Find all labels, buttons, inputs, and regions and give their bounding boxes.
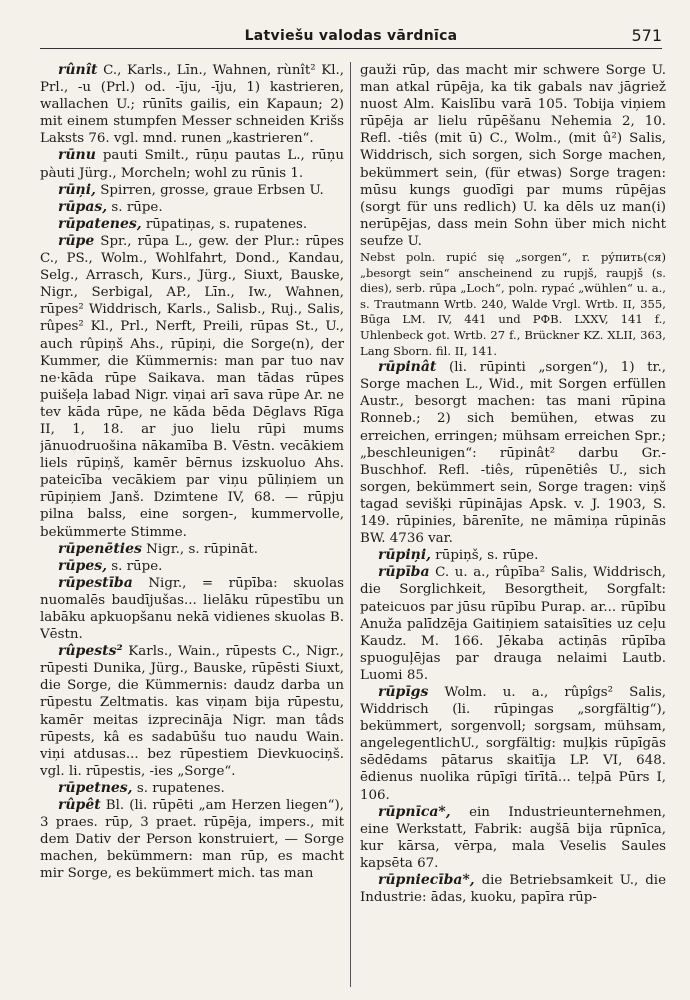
entry-text: Spr., rūpa L., gew. der Plur.: rūpes C., PS., Wolm., Wohlfahrt, Dond., Kandau, Selg., Arrasch, Kurs., Jürg., Siuxt, Bauske, Nigr., Serbigal, AP., Līn., Iw., Wahnen, rūpes² Widdrisch, Karls., Salisb., Ruj., Salis, rûpes² Kl., Prl., Nerft, Preili, rūpas St., U., auch rûpiņš Ahs., rūpiņi, die Sorge(n), der Kummer, die Kümmernis: man par tuo nav ne·kāda rūpe Saikava. man tādas rūpes puišeļa labad Nigr. viņai arī sava rūpe Ar. ne tev kāda rūpe, ne kāda bēda Dēglavs Rīga II, 1, 18. ar juo lielu rūpi mums jānuodruošina nākamība B. Vēstn. vecākiem liels rūpiņš, kamēr bērnus izskuoluo Ahs. pateicība vecākiem par viņu pūliņiem un rūpiņiem Janš. Dzimtene IV, 68. — rūpju pilna balss, eine sorgen-, kummervolle, bekümmerte Stimme.: [40, 233, 344, 540]
column-divider: [350, 62, 351, 987]
page-header: [40, 22, 662, 49]
entry-headword: rūpinât: [378, 359, 437, 376]
entry-headword: rūpetnes,: [58, 779, 133, 796]
entry-headword: rûnît: [58, 62, 98, 78]
right-column: [360, 62, 666, 987]
dictionary-entry: [40, 182, 344, 199]
dictionary-entry: [360, 804, 666, 872]
entry-text: Nigr., s. rūpināt.: [141, 541, 258, 557]
dictionary-entry: [40, 216, 344, 233]
entry-headword: rûpêt: [58, 797, 101, 814]
dictionary-entry: [360, 250, 666, 359]
entry-text: (li. rūpinti „sorgen“), 1) tr., Sorge machen L., Wid., mit Sorgen erfüllen Austr., besorgt machen: tas mani rūpina Ronneb.; 2) sich bemühen, etwas zu erreichen, erringen; mühsam erreichen Spr.; „beschleunigen“: rūpinât² darbu Gr.- Buschhof. Refl. -tiês, rūpenētiês U., sich sorgen, bekümmert sein, Sorge tragen: viņš tagad sevišķi rūpinājas Apsk. v. J. 1903, S. 149. rūpinies, bārenīte, ne māmiņa rūpinās BW. 4736 var.: [360, 360, 666, 547]
dictionary-entry: [40, 780, 344, 797]
page-number: 571: [631, 26, 662, 45]
entry-headword: rūpestība: [58, 574, 133, 591]
entry-headword: rūpes,: [58, 557, 108, 574]
entry-headword: rūpenēties: [58, 540, 142, 557]
dictionary-entry: [360, 684, 666, 804]
entry-text: Nigr., = rūpība: skuolas nuomalēs baudījušas... lielāku rūpestību un labāku apkuopšanu nekā vidienes skuolas B. Vēstn.: [40, 575, 344, 643]
dictionary-entry: [40, 62, 344, 147]
dictionary-entry: [40, 797, 344, 882]
dictionary-entry: [360, 872, 666, 906]
entry-headword: rūpība: [378, 564, 430, 581]
left-column: [40, 62, 344, 987]
entry-text: Spirren, grosse, graue Erbsen U.: [95, 182, 324, 198]
entry-text: rūpiņš, s. rūpe.: [431, 548, 539, 564]
dictionary-entry: [40, 643, 344, 780]
entry-headword: rûpests²: [58, 643, 123, 660]
entry-headword: rūpas,: [58, 198, 108, 215]
page-title: Latviešu valodas vārdnīca: [244, 28, 458, 44]
entry-text: Karls., Wain., rūpests C., Nigr., rūpesti Dunika, Jürg., Bauske, rūpēsti Siuxt, die Sorge, die Kümmernis: daudz darba un rūpestu Zeltmatis. kas viņam bija rūpestu, kamēr meitas izprecināja Nigr. man tâds rūpests, kâ es sadabūšu tuo naudu Wain. viņi atdusas... bez rūpestiem Dievkuociņš. vgl. li. rūpestis, -ies „Sorge“.: [40, 644, 344, 779]
entry-text: Nebst poln. rupić się „sorgen“, r. рýпить(ся) „besorgt sein“ anscheinend zu rupjš, raupjš (s. dies), serb. rūpa „Loch“, poln. rypać „wühlen“ u. a., s. Trautmann Wrtb. 240, Walde Vrgl. Wrtb. II, 355, Būga LM. IV, 441 und РФВ. LXXV, 141 f., Uhlenbeck got. Wrtb. 27 f., Brückner KZ. XLII, 363, Lang Sborn. fil. II, 141.: [360, 250, 666, 358]
entry-headword: rūpatenes,: [58, 215, 142, 232]
dictionary-entry: [40, 541, 344, 558]
entry-text: ein Industrieunternehmen, eine Werkstatt, Fabrik: augšā bija rūpnīca, kur kārsa, vērpa, mala Veselis Saules kapsēta 67.: [360, 804, 666, 871]
entry-text: Wolm. u. a., rûpîgs² Salis, Widdrisch (li. rūpingas „sorgfältig“), bekümmert, sorgenvoll; sorgsam, mühsam, angelegentlichU., sorgfältig: muļķis rūpīgās sēdēdams pātarus skaitīja LP. VI, 648. ēdienus nuolika rūpīgi tīrītā... teļpā Pūrs I, 106.: [360, 684, 666, 803]
entry-headword: rūnu: [58, 147, 96, 164]
entry-headword: rūpīgs: [378, 683, 429, 700]
dictionary-entry: [40, 147, 344, 181]
dictionary-entry: [40, 558, 344, 575]
entry-text: C. u. a., rûpība² Salis, Widdrisch, die Sorglichkeit, Besorgtheit, Sorgfalt: pateicuos par jūsu rūpību Purap. ar... rūpību Anuža palīdzēja Gaitiņiem sataisīties uz ceļu Kaudz. M. 166. Jēkaba actiņās rūpība spuoguļējas par drauga nelaimi Lautb. Luomi 85.: [360, 565, 666, 683]
dictionary-entry: [360, 62, 666, 250]
entry-text: Bl. (li. rūpēti „am Herzen liegen“), 3 praes. rūp, 3 praet. rūpēja, impers., mit dem Dativ der Person konstruiert, — Sorge machen, bekümmern: man rūp, es macht mir Sorge, es bekümmert mich. tas man: [40, 798, 344, 882]
entry-text: s. rūpe.: [107, 199, 163, 215]
entry-text: s. rūpe.: [107, 558, 163, 574]
entry-text: pauti Smilt., rūņu pautas L., rūņu pàuti Jürg., Morcheln; wohl zu rūnis 1.: [40, 148, 344, 181]
entry-headword: rūpe: [58, 232, 95, 249]
entry-text: gauži rūp, das macht mir schwere Sorge U. man atkal rūpēja, ka tik gabals nav jāgriež nuost Alm. Kaislību varā 105. Tobija viņiem rūpēja ar lielu rūpēšanu Nehemia 2, 10. Refl. -tiês (mit ū) C., Wolm., (mit û²) Salis, Widdrisch, sich sorgen, sich Sorge machen, bekümmert sein, (für etwas) Sorge tragen: mūsu kungs guodīgi par mums rūpējas (sorgt für uns redlich) U. ka dēls uz man(i) nerūpējas, dass mein Sohn über mich nicht seufze U.: [360, 63, 666, 249]
dictionary-entry: [360, 564, 666, 684]
dictionary-entry: [40, 233, 344, 541]
entry-text: C., Karls., Līn., Wahnen, rùnît² Kl., Prl., -u (Prl.) od. -īju, -īju, 1) kastrieren, wallachen U.; rūnīts gailis, ein Kapaun; 2) mit einem stumpfen Messer schneiden Krišs Laksts 76. vgl. mnd. runen „kastrieren“.: [40, 63, 344, 147]
entry-text: die Betriebsamkeit U., die Industrie: ādas, kuoku, papīra rūp-: [360, 873, 666, 906]
dictionary-entry: [40, 575, 344, 643]
entry-headword: rūpniecība*,: [378, 872, 475, 888]
entry-headword: rūpnīca*,: [378, 803, 451, 820]
dictionary-entry: [360, 547, 666, 564]
entry-text: s. rupatenes.: [132, 780, 225, 796]
dictionary-entry: [360, 359, 666, 547]
entry-headword: rūpiņi,: [378, 547, 432, 564]
entry-text: rūpatiņas, s. rupatenes.: [141, 216, 308, 232]
entry-headword: rūņi,: [58, 181, 96, 198]
dictionary-entry: [40, 199, 344, 216]
